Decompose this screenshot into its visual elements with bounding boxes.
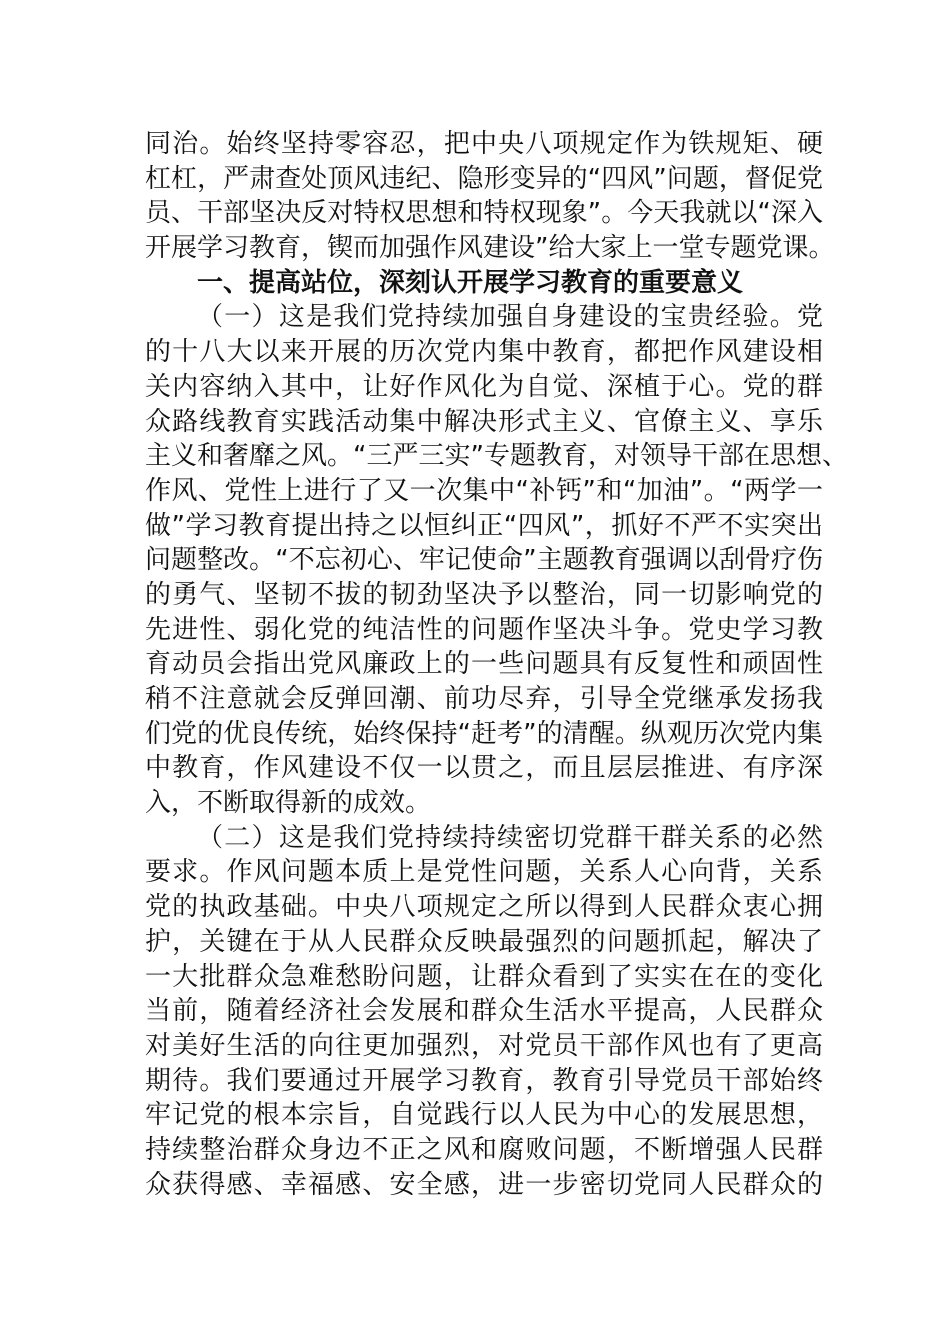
body-text-line: 开展学习教育，锲而加强作风建设”给大家上一堂专题党课。 <box>145 233 835 264</box>
body-text-line: 作风、党性上进行了又一次集中“补钙”和“加油”。“两学一 <box>145 475 823 506</box>
body-text-line: 持续整治群众身边不正之风和腐败问题，不断增强人民群 <box>145 1134 823 1165</box>
body-text-line: 先进性、弱化党的纯洁性的问题作坚决斗争。党史学习教 <box>145 614 823 645</box>
document-body <box>145 127 848 1202</box>
body-text-line: 众路线教育实践活动集中解决形式主义、官僚主义、享乐 <box>145 406 823 437</box>
section-heading: 一、提高站位，深刻认开展学习教育的重要意义 <box>197 267 744 298</box>
body-text-line: 主义和奢靡之风。“三严三实”专题教育，对领导干部在思想、 <box>145 441 848 472</box>
body-text-line: 要求。作风问题本质上是党性问题，关系人心向背，关系 <box>145 857 823 888</box>
body-text-line: 一大批群众急难愁盼问题，让群众看到了实实在在的变化 <box>145 961 823 992</box>
body-text-line: 稍不注意就会反弹回潮、前功尽弃，引导全党继承发扬我 <box>145 684 823 714</box>
body-text-line: 的十八大以来开展的历次党内集中教育，都把作风建设相 <box>145 337 823 368</box>
subsection-heading-1: （一）这是我们党持续加强自身建设的宝贵经验。党 <box>197 302 823 333</box>
body-text-line: 问题整改。“不忘初心、牢记使命”主题教育强调以刮骨疗伤 <box>145 545 823 576</box>
body-text-line: 关内容纳入其中，让好作风化为自觉、深植于心。党的群 <box>145 371 823 402</box>
body-text-line: 牢记党的根本宗旨，自觉践行以人民为中心的发展思想， <box>145 1100 823 1131</box>
body-text-line: 中教育，作风建设不仅一以贯之，而且层层推进、有序深 <box>145 753 823 784</box>
body-text-line: 员、干部坚决反对特权思想和特权现象”。今天我就以“深入 <box>145 198 823 229</box>
body-text-line: 众获得感、幸福感、安全感，进一步密切党同人民群众的 <box>145 1169 823 1200</box>
body-text-line: 杠杠，严肃查处顶风违纪、隐形变异的“四风”问题，督促党 <box>145 163 823 194</box>
body-text-line: 护，关键在于从人民群众反映最强烈的问题抓起，解决了 <box>145 926 823 957</box>
body-text-line: 的勇气、坚韧不拔的韧劲坚决予以整治，同一切影响党的 <box>145 579 823 610</box>
subsection-heading-2: （二）这是我们党持续持续密切党群干群关系的必然 <box>197 822 823 853</box>
body-text-line: 党的执政基础。中央八项规定之所以得到人民群众衷心拥 <box>145 892 823 923</box>
body-text-line: 们党的优良传统，始终保持“赶考”的清醒。纵观历次党内集 <box>145 718 823 749</box>
body-text-line: 入，不断取得新的成效。 <box>145 788 432 819</box>
body-text-line: 对美好生活的向往更加强烈，对党员干部作风也有了更高 <box>145 1030 823 1061</box>
body-text-line: 当前，随着经济社会发展和群众生活水平提高，人民群众 <box>145 996 823 1027</box>
body-text-line: 做”学习教育提出持之以恒纠正“四风”，抓好不严不实突出 <box>145 510 823 541</box>
body-text-line: 同治。始终坚持零容忍，把中央八项规定作为铁规矩、硬 <box>145 129 823 159</box>
body-text-line: 育动员会指出党风廉政上的一些问题具有反复性和顽固性 <box>145 649 823 680</box>
body-text-line: 期待。我们要通过开展学习教育，教育引导党员干部始终 <box>145 1065 823 1096</box>
